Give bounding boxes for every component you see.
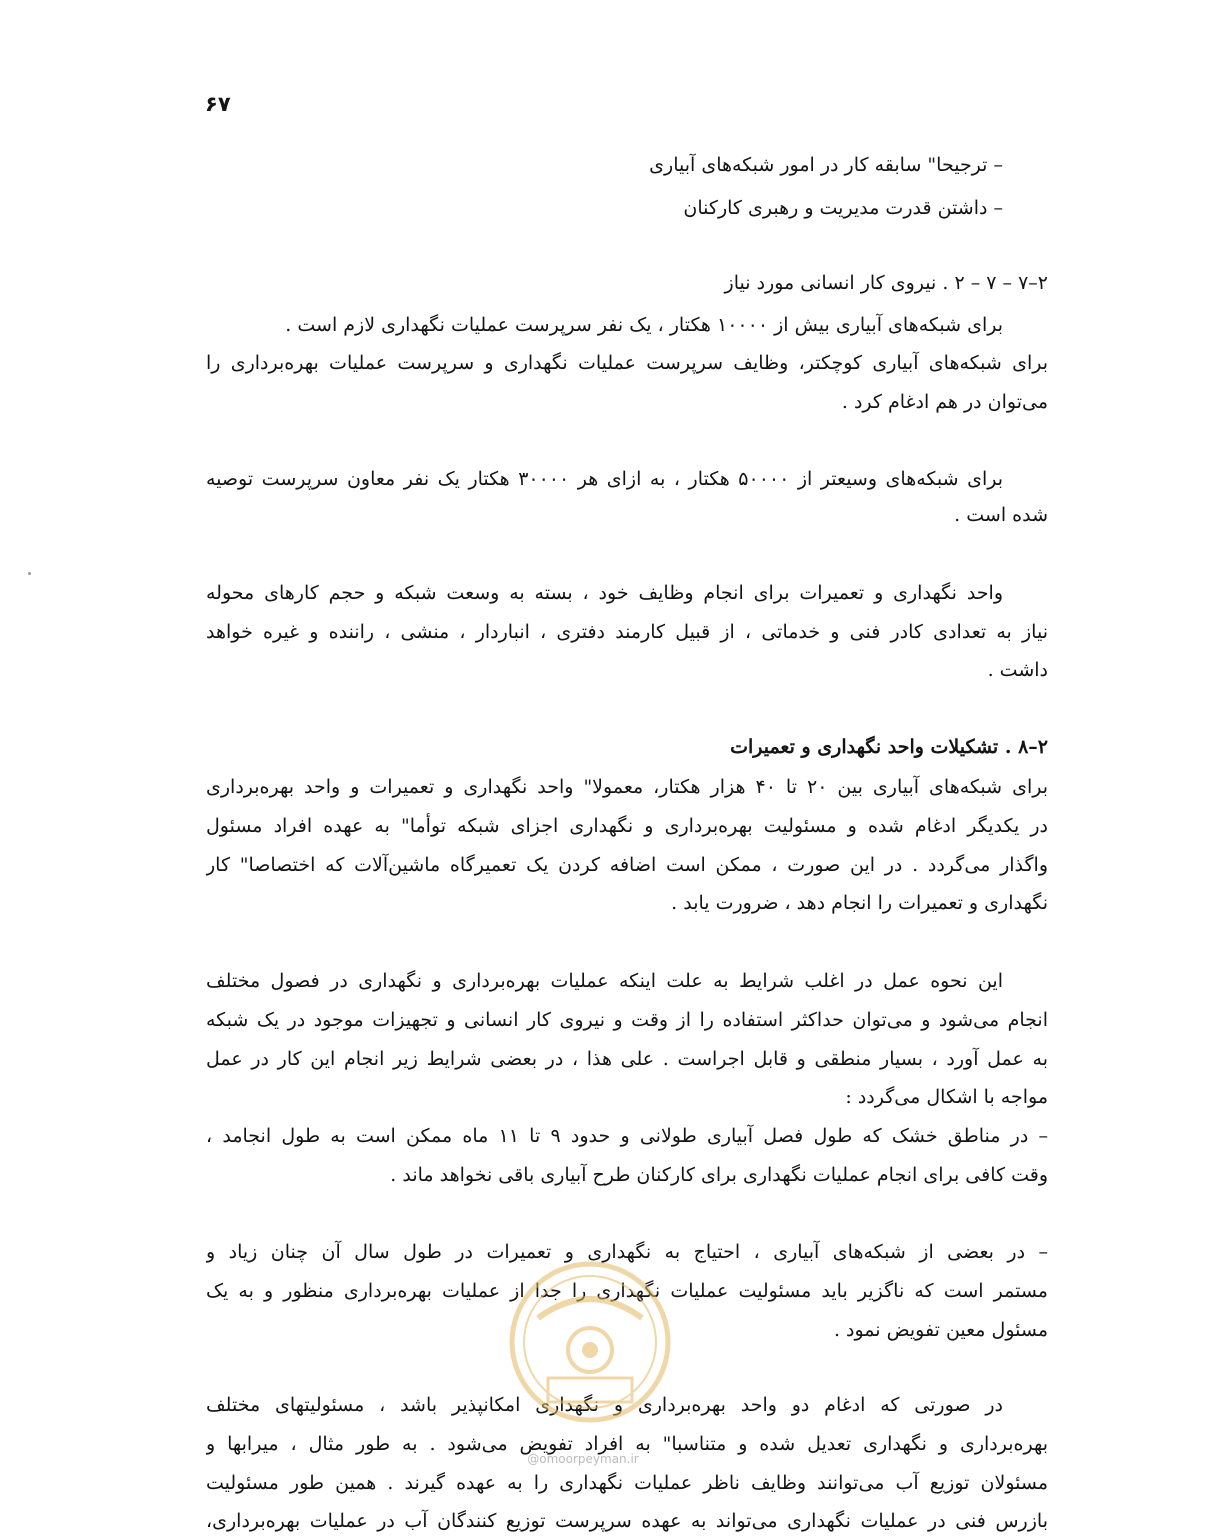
text-line: مسئول معین تفویض نمود . bbox=[833, 1319, 1048, 1341]
text-line: نگهداری و تعمیرات را انجام دهد ، ضرورت یابد . bbox=[671, 892, 1048, 914]
text-line: – داشتن قدرت مدیریت و رهبری کارکنان bbox=[683, 197, 1003, 219]
text-line: داشت . bbox=[987, 659, 1048, 681]
text-line: انجام می‌شود و می‌توان حداکثر استفاده را از وقت و نیروی کار انسانی و تجهیزات موجود در یک شبکه bbox=[206, 1009, 1048, 1031]
text-line: این نحوه عمل در اغلب شرایط به علت اینکه عملیات بهره‌برداری و نگهداری در فصول مختلف bbox=[206, 970, 1003, 992]
text-line: می‌توان در هم ادغام کرد . bbox=[841, 391, 1048, 413]
text-line: واگذار می‌گردد . در این صورت ، ممکن است اضافه کردن یک تعمیرگاه ماشین‌آلات که اختصاصا" کار bbox=[206, 854, 1048, 876]
text-line: برای شبکه‌های وسیعتر از ۵۰۰۰۰ هکتار ، به ازای هر ۳۰۰۰۰ هکتار یک نفر معاون سرپرست توصیه bbox=[206, 468, 1003, 490]
text-line: برای شبکه‌های آبیاری بین ۲۰ تا ۴۰ هزار هکتار، معمولا" واحد نگهداری و تعمیرات و واحد بهره‌برداری bbox=[206, 776, 1048, 798]
text-line: واحد نگهداری و تعمیرات برای انجام وظایف خود ، بسته به وسعت شبکه و حجم کارهای محوله bbox=[206, 582, 1003, 604]
text-line: به عمل آورد ، بسیار منطقی و قابل اجراست . علی هذا ، در بعضی شرایط زیر انجام این کار در عمل bbox=[206, 1048, 1048, 1070]
text-line: بهره‌برداری و نگهداری تعدیل شده و متناسبا" به افراد تفویض می‌شود . به طور مثال ، میرابها و bbox=[206, 1433, 1048, 1455]
text-line: – ترجیحا" سابقه کار در امور شبکه‌های آبیاری bbox=[649, 154, 1003, 176]
text-line: ۲–۷ – ۷ – ۲ . نیروی کار انسانی مورد نیاز bbox=[724, 272, 1048, 294]
watermark-url: @omoorpeyman.ir bbox=[527, 1452, 639, 1466]
text-line: بازرس فنی در عملیات نگهداری می‌تواند به عهده سرپرست توزیع کنندگان آب در عملیات بهره‌برداری، bbox=[206, 1510, 1048, 1532]
text-line: برای شبکه‌های آبیاری بیش از ۱۰۰۰۰ هکتار ، یک نفر سرپرست عملیات نگهداری لازم است . bbox=[285, 314, 1003, 336]
text-line: برای شبکه‌های آبیاری کوچکتر، وظایف سرپرست عملیات نگهداری و سرپرست عملیات بهره‌برداری را bbox=[206, 352, 1048, 374]
text-line: مسئولان توزیع آب می‌توانند وظایف ناظر عملیات نگهداری را به عهده گیرند . همین طور مسئولیت bbox=[206, 1472, 1048, 1494]
text-line: – در بعضی از شبکه‌های آبیاری ، احتیاج به نگهداری و تعمیرات در طول سال آن چنان زیاد و bbox=[206, 1241, 1048, 1263]
text-line: – در مناطق خشک که طول فصل آبیاری طولانی و حدود ۹ تا ۱۱ ماه ممکن است به طول انجامد ، bbox=[206, 1125, 1048, 1147]
text-line: شده است . bbox=[954, 504, 1048, 526]
text-line: وقت کافی برای انجام عملیات نگهداری برای کارکنان طرح آبیاری باقی نخواهد ماند . bbox=[390, 1164, 1048, 1186]
text-line: در یکدیگر ادغام شده و مسئولیت بهره‌برداری و نگهداری اجزای شبکه توأما" به عهده افراد مسئول bbox=[206, 815, 1048, 837]
text-line: در صورتی که ادغام دو واحد بهره‌برداری و نگهداری امکانپذیر باشد ، مسئولیتهای مختلف bbox=[206, 1394, 1003, 1416]
text-line: مستمر است که ناگزیر باید مسئولیت عملیات نگهداری را جدا از عملیات بهره‌برداری منظور و به یک bbox=[206, 1280, 1048, 1302]
text-line: مواجه با اشکال می‌گردد : bbox=[845, 1086, 1048, 1108]
page-number: ۶۷ bbox=[205, 92, 231, 116]
text-line: نیاز به تعدادی کادر فنی و خدماتی ، از قبیل کارمند دفتری ، انباردار ، منشی ، راننده و غیره خواهد bbox=[206, 621, 1048, 643]
section-heading: ۲–۸ . تشکیلات واحد نگهداری و تعمیرات bbox=[730, 736, 1048, 758]
watermark-seal-icon bbox=[508, 1260, 672, 1424]
margin-mark bbox=[28, 572, 31, 575]
